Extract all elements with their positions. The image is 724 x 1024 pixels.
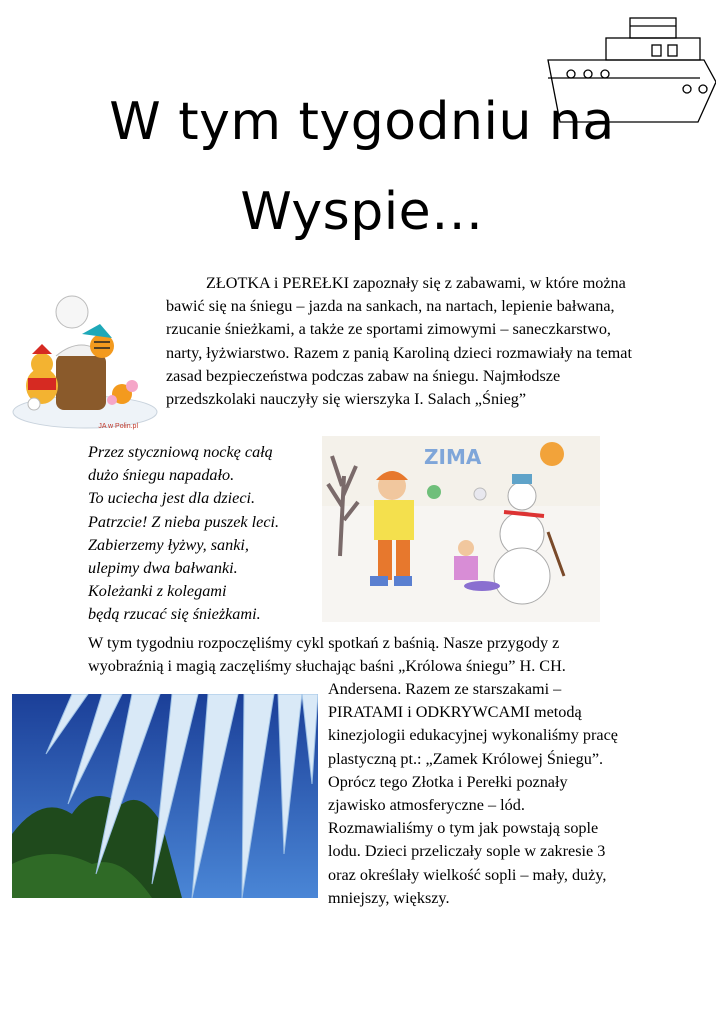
icicles-photo [12,694,318,898]
poem-line: Przez styczniową nockę całą [88,443,273,461]
page-title-line2: Wyspie… [240,182,484,242]
poem-line: dużo śniegu napadało. [88,466,235,485]
poem-line: To uciecha jest dla dzieci. [88,489,256,508]
paragraph-andersen: Andersena. Razem ze starszakami – PIRATAMI i ODKRYWCAMI metodą kinezjologii edukacyjnej wykonaliśmy pracę plastyczną pt.: „Zamek Królowej Śniegu”. Oprócz tego Złotka i Perełki poznały zjawisko atmosferyczne – lód. Rozmawialiśmy o tym jak powstają sople lodu. Dzieci przeliczały sople w zakresie 3 oraz określały wielkość sopli – mały, duży, mniejszy, większy. [328,680,618,907]
paragraph-intro: ZŁOTKA i PEREŁKI zapoznały się z zabawami, w które można bawić się na śniegu – jazda na sankach, na nartach, lepienie bałwana, rzucanie śnieżkami, a także ze sportami zimowymi – saneczkarstwo, narty, łyżwiarstwo. Razem z panią Karoliną dzieci rozmawiały na temat zasad bezpieczeństwa podczas zabaw na śniegu. Najmłodsze przedszkolaki nauczyły się wierszyka I. Salach „Śnieg” [166,274,632,409]
drawing-caption: ZIMA [424,445,482,469]
paragraph-fairy-tale: W tym tygodniu rozpoczęliśmy cykl spotkań z baśnią. Nasze przygody z wyobraźnią i magią zaczęliśmy słuchając baśni „Królowa śniegu” H. CH. [88,634,566,676]
poem [88,441,279,627]
poem-line: będą rzucać się śnieżkami. [88,605,261,624]
poem-line: Patrzcie! Z nieba puszek leci. [88,512,280,531]
poem-line: Zabierzemy łyżwy, sanki, [88,535,249,554]
watermark-text: JA w Polin.pl [98,423,138,430]
poem-line: Koleżanki z kolegami [88,582,227,601]
page-title-line1: W tym tygodniu na [109,92,615,152]
winter-drawing [322,436,600,622]
poem-line: ulepimy dwa bałwanki. [88,559,238,578]
pooh-tigger-illustration [12,294,158,430]
